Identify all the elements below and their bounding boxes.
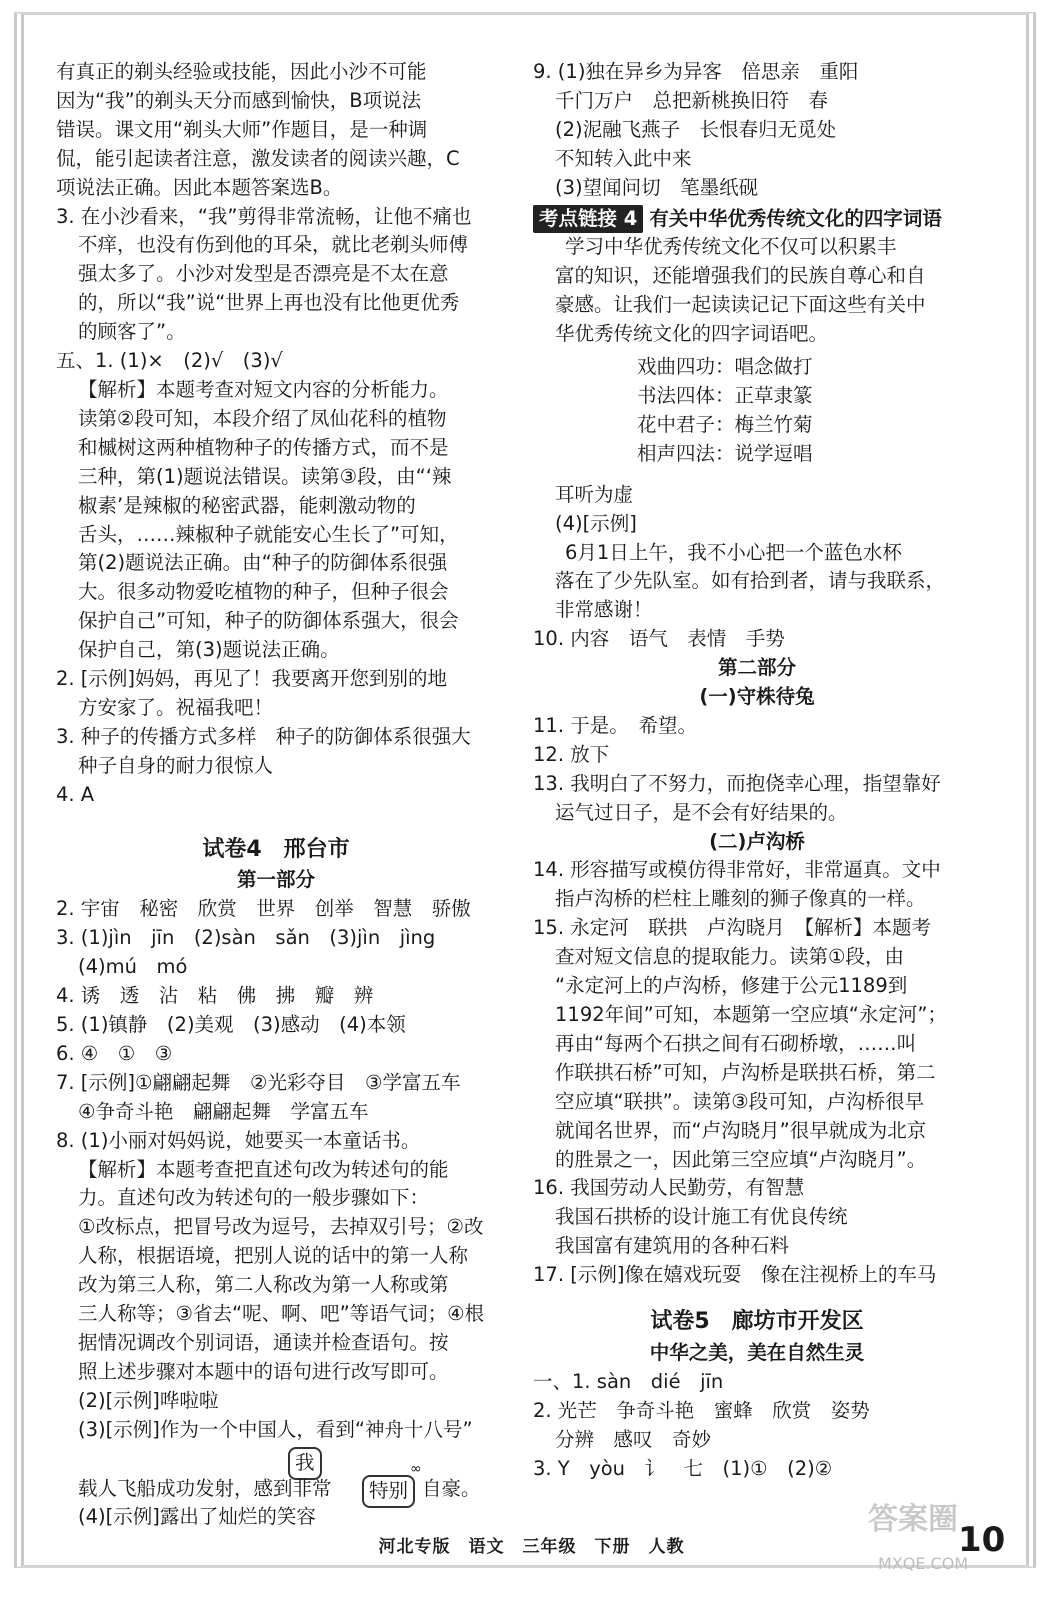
text-line: 侃，能引起读者注意，激发读者的阅读兴趣，C	[56, 146, 460, 170]
right-column	[533, 58, 981, 1484]
text-line: 因为“我”的剃头天分而感到愉快，B项说法	[56, 88, 422, 112]
section-5-answer-1: 五、1. (1)× (2)√ (3)√	[56, 349, 283, 373]
answer-9: 9. (1)独在异乡为异客 倍思亲 重阳	[533, 60, 859, 83]
text-line: 的顾客了”。	[78, 320, 186, 344]
answer-4: 4. 诱 透 沾 粘 佛 拂 瓣 辨	[56, 984, 374, 1008]
knowledge-link-title: 有关中华优秀传统文化的四字词语	[649, 206, 942, 230]
text-line: 作联拱石桥”可知，卢沟桥是联拱石桥，第二	[555, 1060, 936, 1084]
text-line: 照上述步骤对本题中的语句进行改写即可。	[78, 1359, 449, 1383]
text-line: 富的知识，还能增强我们的民族自尊心和自	[555, 264, 926, 288]
part-2-heading: 第二部分	[717, 656, 796, 680]
text-line: 学习中华优秀传统文化不仅可以积累丰	[565, 235, 897, 259]
text-line: 舌头，……辣椒种子就能安心生长了”可知，	[78, 522, 459, 546]
right-block-2	[533, 481, 981, 654]
section-heading: (一)守株待兔	[699, 685, 815, 709]
watermark-logo: 答案圈	[868, 1502, 958, 1537]
text-line: (2)泥融飞燕子 长恨春归无觅处	[555, 117, 837, 141]
text-line: 错误。课文用“剃头大师”作题目，是一种调	[56, 117, 428, 141]
list-item: 书法四体：正草隶篆	[637, 383, 813, 407]
text-line: 不痒，也没有伤到他的耳朵，就比老剃头师傅	[78, 233, 469, 257]
text-line: 豪感。让我们一起读读记记下面这些有关中	[555, 293, 926, 317]
answer-14: 14. 形容描写或模仿得非常好，非常逼真。文中	[533, 858, 941, 882]
text-line: 我国石拱桥的设计施工有优良传统	[555, 1205, 848, 1229]
text-line: 载人飞船成功发射，感到非常	[78, 1476, 332, 1500]
text-line: (2)[示例]哗啦啦	[78, 1388, 219, 1412]
answer-15: 15. 永定河 联拱 卢沟晓月 【解析】本题考	[533, 916, 931, 940]
text-line: 再由“每两个石拱之间有石砌桥墩，……叫	[555, 1031, 917, 1055]
text-line: 华优秀传统文化的四字词语吧。	[555, 322, 829, 346]
text-line: 项说法正确。因此本题答案选B。	[56, 175, 343, 199]
text-line: 据情况调改个别词语，通读并检查语句。按	[78, 1330, 449, 1354]
answer-3: 3. 种子的传播方式多样 种子的防御体系很强大	[56, 724, 471, 748]
answer-13: 13. 我明白了不努力，而抱侥幸心理，指望靠好	[533, 771, 941, 795]
left-block-1	[56, 58, 496, 810]
text-line: 非常感谢！	[555, 598, 653, 622]
answer-5: 5. (1)镇静 (2)美观 (3)感动 (4)本领	[56, 1013, 406, 1036]
text-line: 人称，根据语境，把别人说的话中的第一人称	[78, 1244, 469, 1268]
text-line: 三人称等；③省去“呢、啊、吧”等语气词；④根	[78, 1302, 485, 1326]
test-5-subtitle: 中华之美，美在自然生灵	[649, 1340, 865, 1364]
text-line: 保护自己”可知，种子的防御体系强大，很会	[78, 609, 459, 633]
knowledge-link-header	[533, 205, 981, 234]
answer-11: 11. 于是。 希望。	[533, 713, 697, 737]
text-line: 第(2)题说法正确。由“种子的防御体系很强	[78, 551, 448, 575]
text-line: (4)[示例]露出了灿烂的笑容	[78, 1504, 316, 1528]
text-line: 力。直述句改为转述句的一般步骤如下：	[78, 1186, 430, 1210]
analysis-line: 【解析】本题考查把直述句改为转述句的能	[78, 1157, 449, 1181]
text-line: 有真正的剃头经验或技能，因此小沙不可能	[56, 60, 427, 83]
answer-6: 6. ④ ① ③	[56, 1041, 173, 1065]
inserted-word-bubble: 我	[288, 1447, 322, 1480]
answer-2: 2. [示例]妈妈，再见了！我要离开您到别的地	[56, 667, 448, 691]
answer-17: 17. [示例]像在嬉戏玩耍 像在注视桥上的车马	[533, 1263, 937, 1287]
text-line: 方安家了。祝福我吧！	[78, 695, 274, 719]
watermark-url: MXQE.COM	[878, 1554, 969, 1573]
text-line: 自豪。	[422, 1476, 481, 1500]
page-number: 10	[958, 1520, 1006, 1560]
left-block-2	[56, 895, 496, 1444]
text-line: 和槭树这两种植物种子的传播方式，而不是	[78, 435, 449, 459]
answer-1: 一、1. sàn dié jīn	[533, 1369, 724, 1393]
text-line: (3)[示例]作为一个中国人，看到“神舟十八号”	[78, 1417, 473, 1441]
text-line: 1192年间”可知，本题第一空应填“永定河”；	[555, 1003, 947, 1026]
answer-2: 2. 宇宙 秘密 欣赏 世界 创举 智慧 骄傲	[56, 897, 471, 921]
answer-3: 3. (1)jìn jīn (2)sàn sǎn (3)jìn jìng	[56, 926, 436, 950]
text-line: 千门万户 总把新桃换旧符 春	[555, 88, 829, 112]
text-line: “永定河上的卢沟桥，修建于公元1189到	[555, 974, 908, 998]
text-line: 的胜景之一，因此第三空应填“卢沟晓月”。	[555, 1147, 927, 1171]
list-item: 戏曲四功：唱念做打	[637, 355, 813, 379]
idiom-list	[533, 353, 981, 469]
text-line: 椒素’是辣椒的秘密武器，能刺激动物的	[78, 493, 416, 517]
text-line: ④争奇斗艳 翩翩起舞 学富五车	[78, 1099, 369, 1123]
text-line: 大。很多动物爱吃植物的种子，但种子很会	[78, 580, 449, 604]
text-line: 种子自身的耐力很惊人	[78, 753, 274, 777]
text-line: 改为第三人称，第二人称改为第一人称或第	[78, 1273, 449, 1297]
answer-12: 12. 放下	[533, 742, 610, 766]
text-line: 读第②段可知，本段介绍了凤仙花科的植物	[78, 406, 447, 430]
text-line: (3)望闻问切 笔墨纸砚	[555, 175, 759, 199]
page-footer: 河北专版 语文 三年级 下册 人教	[378, 1537, 685, 1557]
inserted-word-bubble: 特别	[362, 1475, 415, 1508]
text-line: 就闻名世界，而“卢沟晓月”很早就成为北京	[555, 1118, 927, 1142]
text-line: ①改标点，把冒号改为逗号，去掉双引号；②改	[78, 1215, 484, 1239]
text-line: (4)[示例]	[555, 511, 637, 535]
text-line: 查对短文信息的提取能力。读第①段，由	[555, 945, 904, 969]
text-line: 6月1日上午，我不小心把一个蓝色水杯	[565, 540, 902, 564]
answer-8: 8. (1)小丽对妈妈说，她要买一本童话书。	[56, 1128, 421, 1152]
list-item: 花中君子：梅兰竹菊	[637, 412, 813, 436]
text-line: 我国富有建筑用的各种石料	[555, 1234, 790, 1258]
part-1-heading: 第一部分	[236, 868, 315, 892]
section-heading: (二)卢沟桥	[709, 829, 805, 853]
text-line: 三种，第(1)题说法错误。读第③段，由“‘辣	[78, 464, 452, 488]
answer-3: 3. Y yòu 讠 七 (1)① (2)②	[533, 1456, 833, 1480]
analysis-line: 【解析】本题考查对短文内容的分析能力。	[78, 377, 449, 401]
text-line: 落在了少先队室。如有拾到者，请与我联系，	[555, 569, 946, 593]
text-line: 的，所以“我”说“世界上再也没有比他更优秀	[78, 291, 460, 315]
text-line: 不知转入此中来	[555, 146, 692, 170]
answer-2: 2. 光芒 争奇斗艳 蜜蜂 欣赏 姿势	[533, 1398, 870, 1422]
test-4-title: 试卷4 邢台市	[202, 836, 350, 862]
text-line: 强太多了。小沙对发型是否漂亮是不太在意	[78, 262, 449, 286]
test-5-title: 试卷5 廊坊市开发区	[650, 1309, 864, 1335]
knowledge-link-tag: 考点链接 4	[533, 205, 643, 234]
answer-4: 4. A	[56, 782, 95, 806]
answer-3: 3. 在小沙看来，“我”剪得非常流畅，让他不痛也	[56, 204, 472, 228]
text-line: 分辨 感叹 奇妙	[555, 1427, 712, 1451]
list-item: 相声四法：说学逗唱	[637, 441, 813, 465]
edit-mark-icon: ∞	[410, 1460, 422, 1477]
text-line: 指卢沟桥的栏柱上雕刻的狮子像真的一样。	[555, 887, 926, 911]
text-line: 运气过日子，是不会有好结果的。	[555, 800, 848, 824]
answer-10: 10. 内容 语气 表情 手势	[533, 627, 785, 651]
revision-marks	[56, 1445, 496, 1503]
answer-16: 16. 我国劳动人民勤劳，有智慧	[533, 1176, 805, 1200]
text-line: 耳听为虚	[555, 482, 634, 506]
text-line: (4)mú mó	[78, 955, 188, 979]
answer-7: 7. [示例]①翩翩起舞 ②光彩夺目 ③学富五车	[56, 1070, 461, 1094]
text-line: 保护自己，第(3)题说法正确。	[78, 638, 340, 662]
left-column	[56, 58, 496, 1532]
text-line: 空应填“联拱”。读第③段可知，卢沟桥很早	[555, 1089, 925, 1113]
